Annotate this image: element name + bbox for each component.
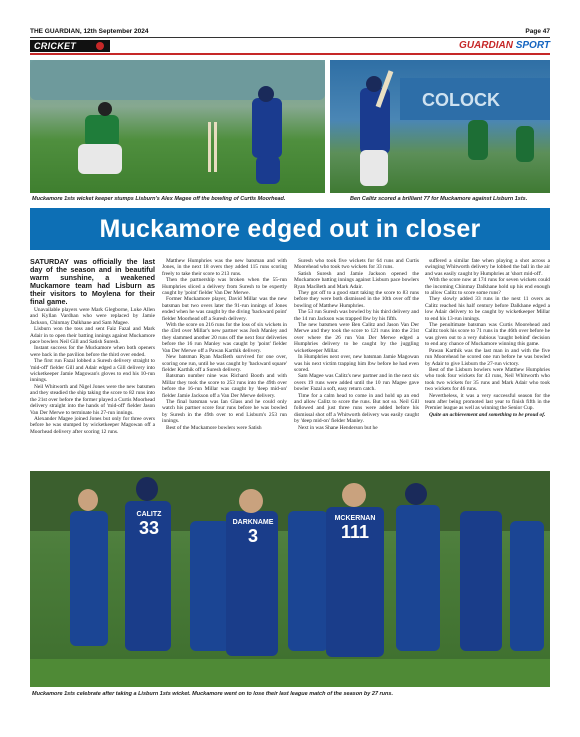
paragraph: With the score now at 174 runs for seven wickets could the incoming Chinmay Dalkhane hold up his end enough to allow Calitz to score some runs? <box>425 277 550 297</box>
keeper-helmet <box>98 102 112 116</box>
paragraph: Sam Magee was Calitz's new partner and in the next six overs 19 runs were added until the 10 run Magee gave bowler Fazal a soft, easy return catch. <box>294 373 419 393</box>
paragraph: Pawan Karthik was the last man in and with the five run Moorehead he scored one run before he was bowled by Adair to give Lisburn the 27-run victory. <box>425 347 550 367</box>
photo-caption-calitz: Ben Calitz scored a brilliant 77 for Muckamore against Lisburn 1sts. <box>350 196 528 202</box>
paragraph: Nevertheless, it was a very successful season for the team after being promoted last year to finish fifth in the Premier league as well as winning the Senior Cup. <box>425 392 550 412</box>
cricket-ball-icon <box>96 42 104 50</box>
batsman-helmet <box>366 76 382 92</box>
paragraph: The final batsman was Ian Glass and he could only watch his partner score four runs before he was bowled by Suresh in the 49th over to end Lisburn's 253 run innings. <box>162 398 287 425</box>
player-cap <box>136 477 158 501</box>
paragraph: Alexander Magee joined Jones but only for three overs before he was stumped by wicketkeeper Magowan off a Moorhead delivery after scoring 12 runs. <box>30 415 155 435</box>
paragraph: In Humphries next over, new batsman Jamie Magowan was his next victim trapping him lbw before he had even scored. <box>294 354 419 373</box>
batsman-legs <box>256 156 280 184</box>
paragraph: Former Muckamore player, David Millar was the new batsman but two overs later the 91-run innings of Jones ended when he was caught by the diving 'backward point' fielder Moorhead off a Suresh delivery. <box>162 296 287 322</box>
section-tab-label: CRICKET <box>34 41 77 51</box>
paragraph: The penultimate batsman was Curtis Moorehead and Calitz took his score to 71 runs in the 46th over before he was given out to a very dubious 'caught behind' decision to end any chance of Muckamore winning this game. <box>425 322 550 348</box>
shirt-name: MCKERNAN <box>334 515 376 522</box>
batsman-figure <box>360 88 390 154</box>
paragraph: They slowly added 33 runs in the next 11 overs as Calitz reached his half century before Dalkhane edged a low Adair delivery to be caught by wicketkeeper Millar to end his 13-run innings. <box>425 296 550 322</box>
photo-grass <box>30 659 550 687</box>
paragraph: Best of the Muckamore bowlers were Satish <box>166 424 262 431</box>
shirt-digits: 3 <box>247 526 258 546</box>
masthead-main: GUARDIAN <box>459 40 516 51</box>
paragraph: Next in was Shane Henderson but he <box>298 424 378 431</box>
paragraph: Then the partnership was broken when the 55-run Humphries sliced a delivery from Suresh to be expertly caught by 'point' fielder Van Der Merwe. <box>162 277 287 297</box>
shirt-number <box>230 519 276 547</box>
paragraph: Satish Suresh and Jamie Jackson opened the Muckamore batting innings against Lisburn pace bowlers Ryan MacBeth and Mark Adair. <box>294 270 419 290</box>
section-tab <box>30 40 110 52</box>
keeper-legs <box>78 144 122 174</box>
fielder-figure <box>468 120 488 160</box>
player-figure <box>510 521 544 651</box>
shirt-digits: 111 <box>340 522 370 542</box>
player-figure <box>396 505 440 651</box>
photo-background <box>30 60 325 100</box>
article-headline: Muckamore edged out in closer <box>30 208 550 250</box>
article-column-4 <box>425 258 550 418</box>
article-column-2 <box>162 258 287 431</box>
paragraph: The 53 run Suresh was bowled by his third delivery and the 14 run Jackson was trapped lbw by his fifth. <box>294 309 419 322</box>
player-cap <box>405 483 427 505</box>
batsman-helmet <box>258 86 274 102</box>
paragraph: Lisburn won the toss and sent Faiz Fazal and Mark Adair in to open their batting innings against Muckamore pace bowlers Neil Gill and Satish Suresh. <box>30 326 155 346</box>
photo-team-celebration <box>30 471 550 687</box>
shirt-number <box>129 511 169 539</box>
batsman-figure <box>252 98 282 158</box>
article-column-1 <box>30 258 155 435</box>
stumps <box>208 122 211 172</box>
paragraph: suffered a similar fate when playing a shot across a swinging Whitworth delivery he lobbed the ball in the air and was easily caught by Humphries at 'short mid-off'. <box>425 258 550 277</box>
player-figure <box>288 511 328 651</box>
paragraph: Suresh who took five wickets for 64 runs and Curtis Moorehead who took two wickets for 33 runs. <box>294 258 419 271</box>
paragraph: The first run Fazal lobbed a Suresh delivery straight to 'mid-off' fielder Gill and Adair edged a Gill delivery into wicketkeeper Jamie Magowan's gloves to end his 10-run innings. <box>30 358 155 384</box>
sponsor-board-text: COLOCK <box>422 90 500 110</box>
shirt-number <box>330 515 380 543</box>
player-head <box>342 483 366 507</box>
publication-line: THE GUARDIAN, 12th September 2024 <box>30 28 149 35</box>
article-signoff: Quite an achievement and something to be proud of. <box>429 411 546 418</box>
player-figure <box>460 511 502 651</box>
stumps-2 <box>214 122 217 172</box>
player-figure <box>70 511 108 646</box>
player-figure <box>190 521 230 651</box>
paragraph: Unavailable players were Mark Glegborne, Luke Allen and Kyllan Vardhan who were replaced by Jamie Jackson, Chinmay Dalkhane and Sam Magee. <box>30 307 155 326</box>
paragraph: Batsman number nine was Richard Booth and with Millar they took the score to 253 runs into the 49th over before the 16-run Millar was caught by 'deep mid-on' fielder Jamie Jackson off a Van Der Merwe delivery. <box>162 373 287 399</box>
sport-masthead <box>426 40 550 52</box>
paragraph: Best of the Lisburn bowlers were Matthew Humphries who took four wickets for 43 runs, Neil Whitworth who took two wickets for 35 runs and Mark Adair who took two wickets for 46 runs. <box>425 366 550 393</box>
paragraph: The new batsmen were Ben Calitz and Jason Van Der Merwe and they took the score to 121 runs into the 21st over where the 26 run Van Der Merwe edged a Humphries delivery to be caught by the juggling wicketkeeper Millar. <box>294 322 419 354</box>
paragraph: They got off to a good start taking the score to 83 runs before they were both dismissed in the 10th over off the bowling of Matthew Humphries. <box>294 290 419 309</box>
paragraph: With the score on 216 runs for the loss of six wickets in the 43rd over Millar's new partner was Josh Manley and they slammed another 20 runs off the next four deliveries before the 16 run Manley was caught by 'point' fielder Van Der Merwe off a Pawan Karthik delivery. <box>162 322 287 354</box>
player-head <box>239 489 263 513</box>
shirt-name: CALITZ <box>136 511 162 518</box>
photo-stumping <box>30 60 325 193</box>
batsman-pads <box>360 150 388 186</box>
photo-caption-stumping: Muckamore 1sts wicket keeper stumps Lisburn's Alex Magee off the bowling of Curtis Moorhead. <box>32 196 286 202</box>
paragraph: Matthew Humphries was the new batsman and with Jones, in the next 18 overs they added 115 runs scoring freely to take their score to 213 runs. <box>162 258 287 277</box>
paragraph: Time for a calm head to come in and hold up an end and allow Calitz to score the runs. But not so. Neil Gill followed and just three runs were added before his dismissal shot off a Whitworth delivery was easily caught by 'deep mid-on' fielder Manley. <box>294 392 419 425</box>
article-lead: SATURDAY was officially the last day of the season and in beautiful warm sunshine, a weakened Muckamore team had Lisburn as their visitors to Moylena for their final game. <box>30 257 155 306</box>
fielder-figure-2 <box>516 126 534 162</box>
header-rule <box>30 37 550 38</box>
shirt-digits: 33 <box>138 518 160 538</box>
section-rule <box>30 53 550 55</box>
keeper-figure <box>85 115 119 147</box>
photo-calitz <box>330 60 550 193</box>
masthead-sport: SPORT <box>515 40 550 51</box>
player-head <box>78 489 98 511</box>
paragraph: Instant success for the Muckamore when both openers were back in the pavilion before the third over ended. <box>30 345 155 358</box>
page-number: Page 47 <box>525 28 550 35</box>
shirt-name: DARKNAME <box>232 519 274 526</box>
article-column-3 <box>294 258 419 431</box>
paragraph: New batsman Ryan MacBeth survived for one over, scoring one run, until he was caught by 'backward square' fielder Karthik off a Suresh delivery. <box>162 354 287 373</box>
paragraph: Neil Whitworth and Nigel Jones were the new batsmen and they steadied the ship taking the score to 82 runs into the 21st over before the former played a Curtis Moorhead delivery straight into the hands of 'mid-off' fielder Jason Van Der Merwe to terminate his 27-run innings. <box>30 383 155 416</box>
photo-caption-team: Muckamore 1sts celebrate after taking a Lisburn 1sts wicket. Muckamore went on to lose their last league match of the season by 27 runs. <box>32 691 393 697</box>
